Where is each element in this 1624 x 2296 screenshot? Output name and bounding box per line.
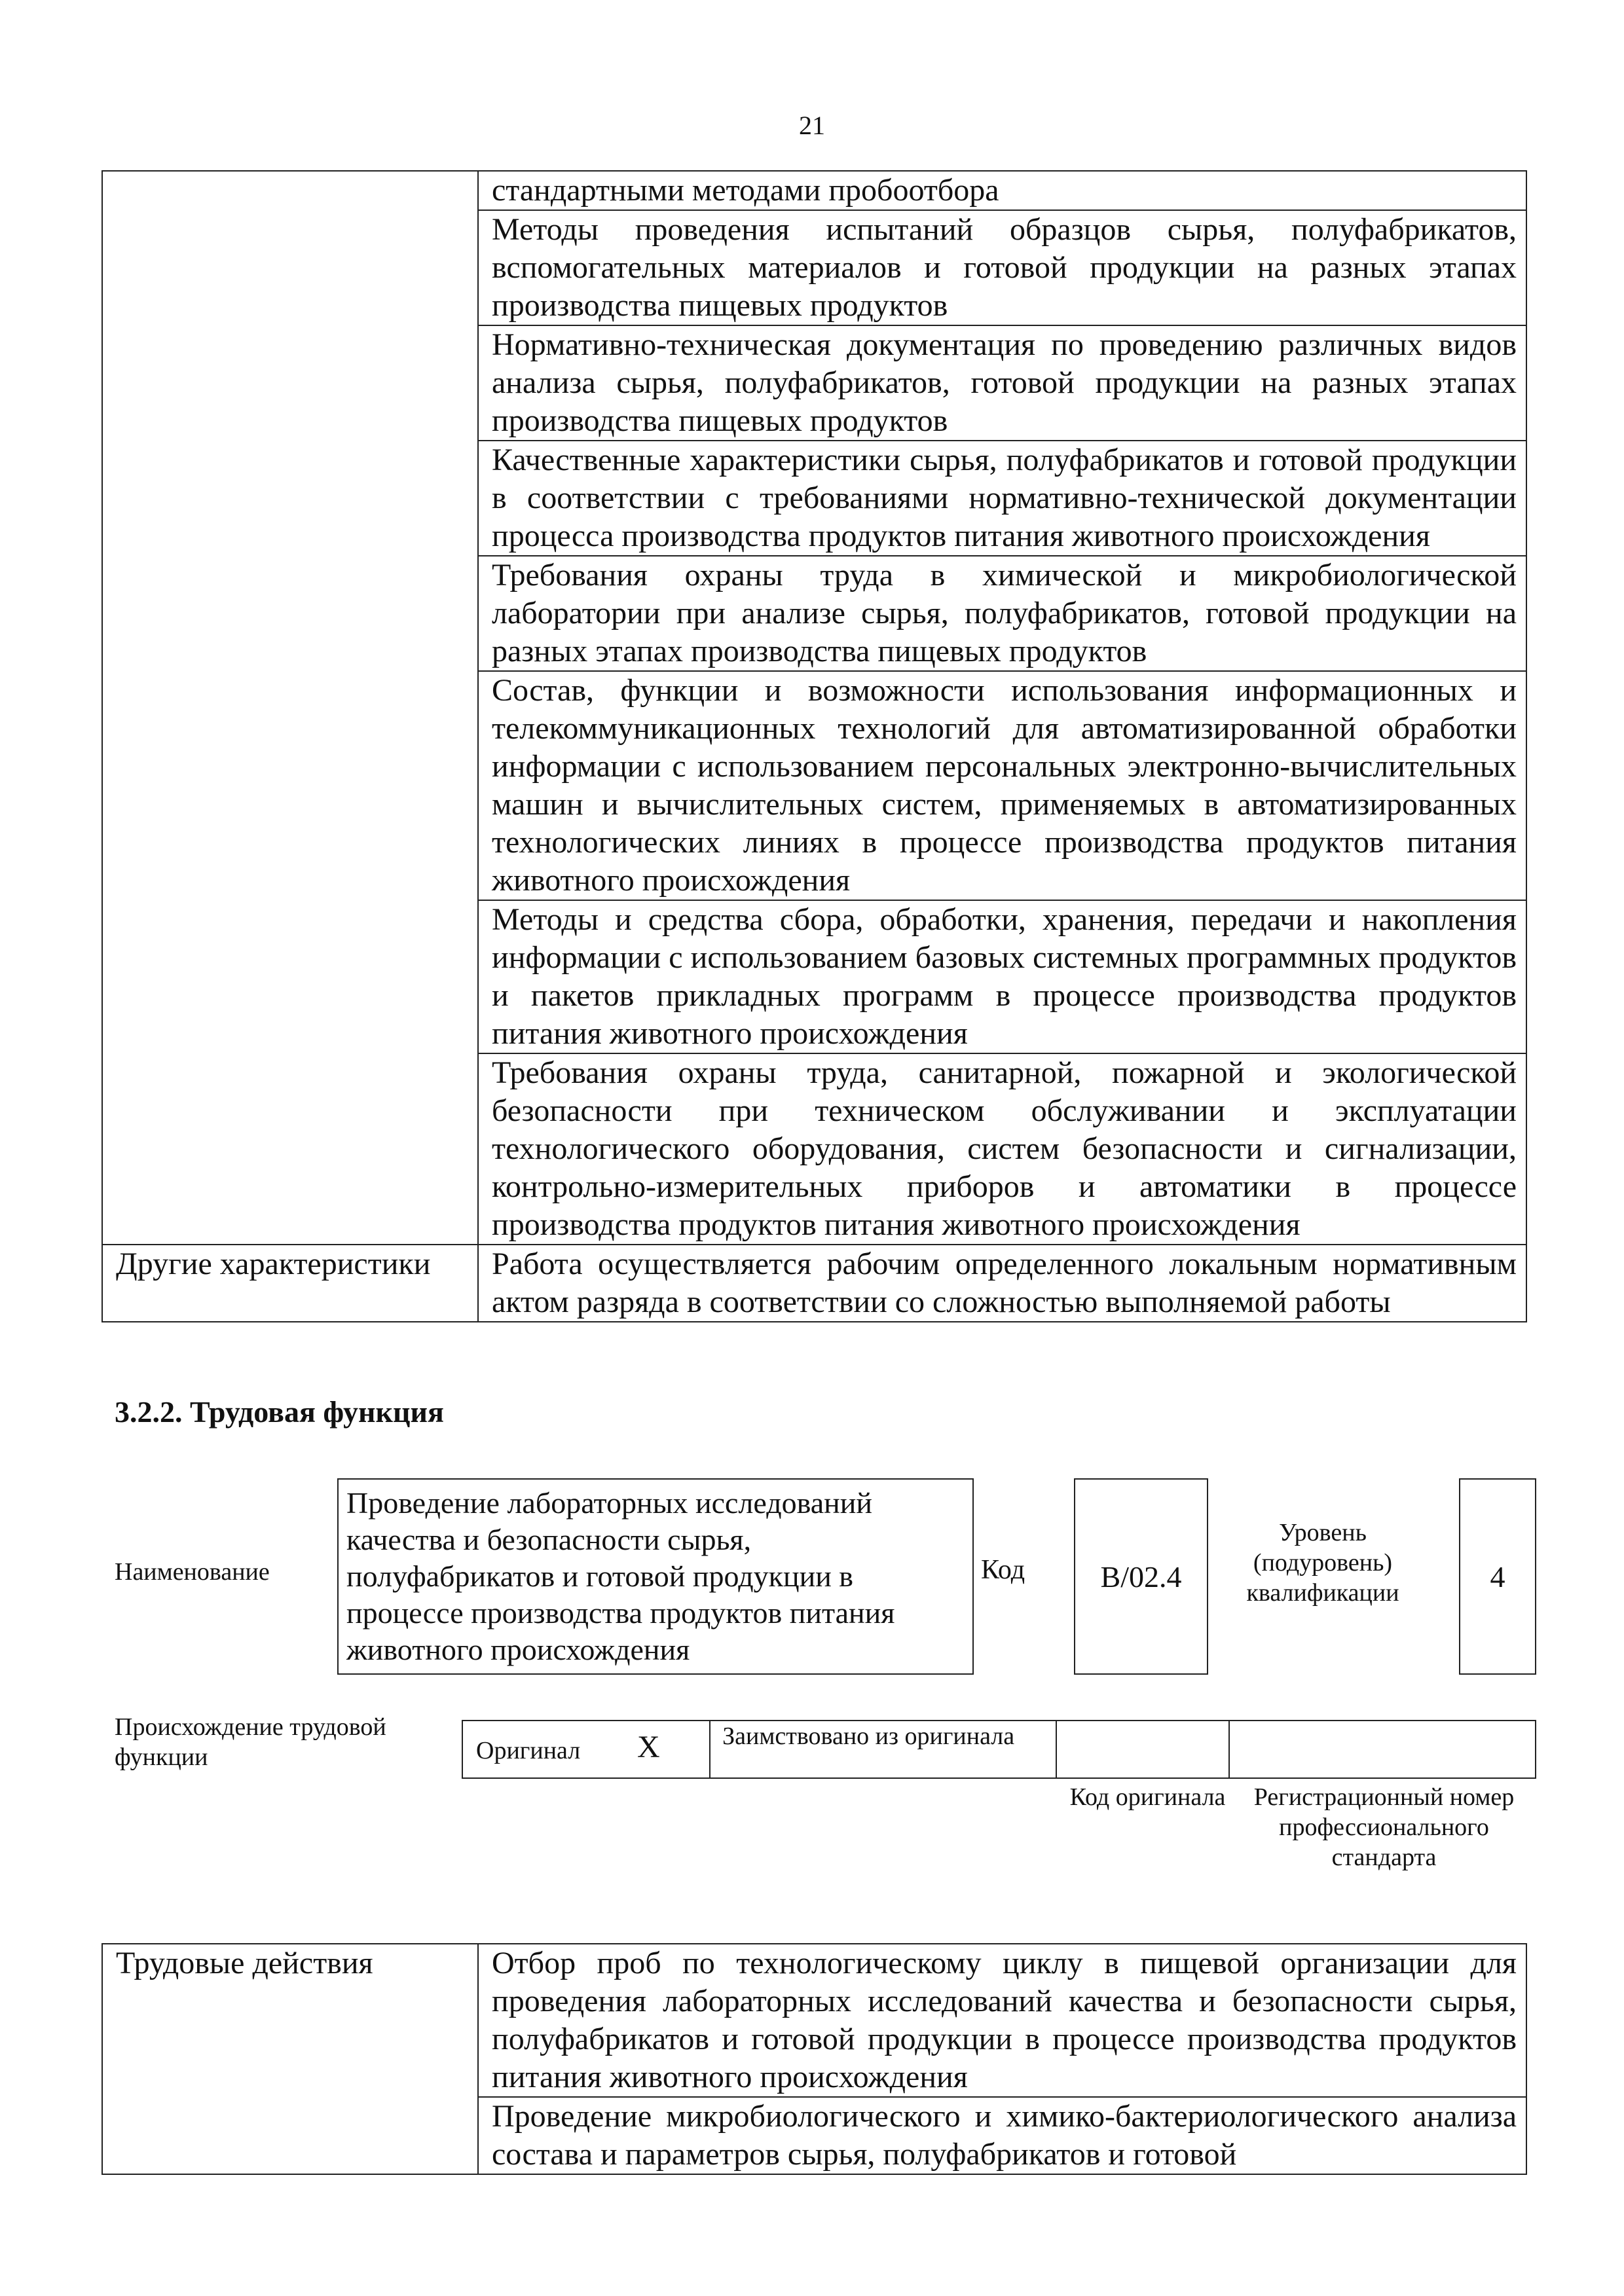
knowledge-row: Требования охраны труда, санитарной, пожарной и экологической безопасности при техническом обслуживании и эксплуатации технологического оборудования, систем безопасности и сигнализации, контрольно-измерительных приборов и автоматики в процессе производства продуктов питания животного происхождения — [478, 1053, 1526, 1245]
origin-row — [462, 1720, 1536, 1779]
knowledge-row: Качественные характеристики сырья, полуфабрикатов и готовой продукции в соответствии с требованиями нормативно-технической документации процесса производства продуктов питания животного происхождения — [478, 441, 1526, 556]
original-cell — [463, 1721, 710, 1777]
code-original-cell — [1057, 1721, 1230, 1777]
actions-label: Трудовые действия — [102, 1944, 478, 2174]
actions-table — [101, 1943, 1527, 2175]
other-characteristics-label: Другие характеристики — [102, 1245, 478, 1322]
function-name-box: Проведение лабораторных исследований качества и безопасности сырья, полуфабрикатов и готовой продукции в процессе производства продуктов питания животного происхождения — [337, 1478, 974, 1675]
level-value-box: 4 — [1459, 1478, 1536, 1675]
action-row: Проведение микробиологического и химико-бактериологического анализа состава и параметров сырья, полуфабрикатов и готовой — [478, 2097, 1526, 2174]
knowledge-row: Требования охраны труда в химической и микробиологической лаборатории при анализе сырья, полуфабрикатов, готовой продукции на разных этапах производства пищевых продуктов — [478, 556, 1526, 671]
borrowed-label: Заимствовано из оригинала — [722, 1722, 1015, 1750]
borrowed-cell — [710, 1721, 1057, 1777]
knowledge-row: Состав, функции и возможности использования информационных и телекоммуникационных технологий для автоматизированной обработки информации с использованием персональных электронно-вычислительных машин и вычислительных систем, применяемых в автоматизированных технологических линиях в процессе производства продуктов питания животного происхождения — [478, 671, 1526, 900]
other-characteristics-text: Работа осуществляется рабочим определенного локальным нормативным актом разряда в соответствии со сложностью выполняемой работы — [478, 1245, 1526, 1322]
knowledge-table — [101, 170, 1527, 1322]
reg-number-cell — [1230, 1721, 1535, 1777]
knowledge-row: Методы и средства сбора, обработки, хранения, передачи и накопления информации с использованием базовых системных программных продуктов и пакетов прикладных программ в процессе производства продуктов питания животного происхождения — [478, 900, 1526, 1053]
original-label: Оригинал — [476, 1737, 581, 1764]
empty-label-cell — [102, 171, 478, 1245]
origin-label: Происхождение трудовой функции — [115, 1713, 386, 1771]
level-label: Уровень (подуровень) квалификации — [1246, 1519, 1399, 1607]
action-row: Отбор проб по технологическому циклу в пищевой организации для проведения лабораторных исследований качества и безопасности сырья, полуфабрикатов и готовой продукции в процессе производства продуктов питания животного происхождения — [478, 1944, 1526, 2097]
code-original-caption: Код оригинала — [1069, 1783, 1226, 1811]
section-heading: 3.2.2. Трудовая функция — [115, 1395, 444, 1429]
knowledge-row: Нормативно-техническая документация по проведению различных видов анализа сырья, полуфабрикатов, готовой продукции на разных этапах производства пищевых продуктов — [478, 325, 1526, 441]
code-value-box: B/02.4 — [1074, 1478, 1208, 1675]
original-mark: X — [637, 1730, 660, 1764]
reg-number-caption: Регистрационный номер профессионального стандарта — [1253, 1783, 1515, 1871]
code-label: Код — [981, 1555, 1025, 1585]
knowledge-row: стандартными методами пробоотбора — [478, 171, 1526, 210]
name-label: Наименование — [115, 1558, 270, 1586]
knowledge-row: Методы проведения испытаний образцов сырья, полуфабрикатов, вспомогательных материалов и готовой продукции на разных этапах производства пищевых продуктов — [478, 210, 1526, 325]
page-number: 21 — [799, 111, 825, 140]
